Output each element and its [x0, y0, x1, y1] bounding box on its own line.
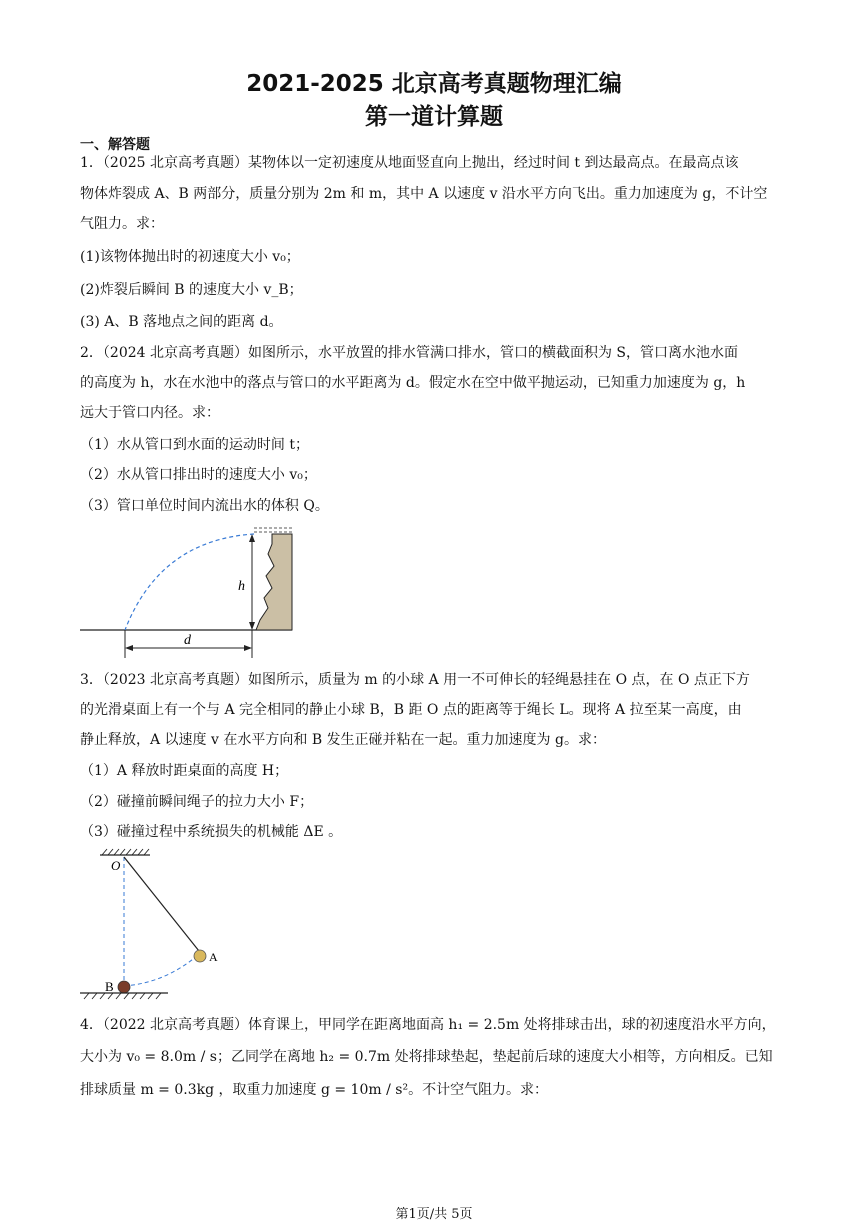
q2-line-3: 远大于管口内径。求： [80, 405, 220, 421]
q1-sub-2: (2)炸裂后瞬间 B 的速度大小 v_B； [80, 282, 303, 298]
q3-sub-3: （3）碰撞过程中系统损失的机械能 ΔE 。 [80, 824, 343, 840]
h-arrow-up-icon [249, 534, 255, 542]
wall-shape [256, 534, 292, 630]
ball-a [194, 950, 206, 962]
q2-line-2: 的高度为 h，水在水池中的落点与管口的水平距离为 d。假定水在空中做平抛运动，已知重力加速度为 g，h [80, 375, 746, 391]
a-label: A [209, 950, 218, 964]
q1-sub-3: (3) A、B 落地点之间的距离 d。 [80, 314, 283, 330]
q3-sub-1: （1）A 释放时距桌面的高度 H； [80, 763, 289, 779]
page-subtitle: 第一道计算题 [365, 104, 503, 130]
q3-line-2: 的光滑桌面上有一个与 A 完全相同的静止小球 B，B 距 O 点的距离等于绳长 L。现将 A 拉至某一高度，由 [80, 702, 742, 718]
section-heading: 一、解答题 [80, 137, 150, 153]
swing-arc [124, 955, 198, 986]
q2-drainpipe-figure [80, 520, 300, 660]
q1-line-1: 1．（2025 北京高考真题）某物体以一定初速度从地面竖直向上抛出，经过时间 t 到达最高点。在最高点该 [80, 155, 739, 171]
q2-sub-1: （1）水从管口到水面的运动时间 t； [80, 437, 309, 453]
q2-line-1: 2．（2024 北京高考真题）如图所示，水平放置的排水管满口排水，管口的横截面积为 S，管口离水池水面 [80, 345, 739, 361]
page-footer: 第1页/共 5页 [395, 1207, 473, 1222]
d-arrow-left-icon [125, 645, 133, 651]
ball-b [118, 981, 130, 993]
o-label: O [111, 858, 121, 873]
q3-line-1: 3．（2023 北京高考真题）如图所示，质量为 m 的小球 A 用一不可伸长的轻绳悬挂在 O 点，在 O 点正下方 [80, 672, 750, 688]
q3-sub-2: （2）碰撞前瞬间绳子的拉力大小 F； [80, 794, 314, 810]
rope-line [124, 857, 199, 951]
q3-pendulum-figure [80, 845, 240, 1000]
d-label: d [184, 633, 191, 648]
q2-sub-2: （2）水从管口排出时的速度大小 v₀； [80, 467, 317, 483]
table-hatch [84, 993, 161, 999]
b-label: B [105, 979, 114, 994]
q4-line-1: 4．（2022 北京高考真题）体育课上，甲同学在距离地面高 h₁ = 2.5m 处将排球击出，球的初速度沿水平方向， [80, 1017, 776, 1033]
q4-line-2: 大小为 v₀ = 8.0m / s；乙同学在离地 h₂ = 0.7m 处将排球垫起，垫起前后球的速度大小相等，方向相反。已知 [80, 1049, 773, 1065]
water-trajectory [125, 534, 254, 630]
h-label: h [238, 579, 245, 594]
q3-line-3: 静止释放，A 以速度 v 在水平方向和 B 发生正碰并粘在一起。重力加速度为 g。求： [80, 732, 606, 748]
q2-sub-3: （3）管口单位时间内流出水的体积 Q。 [80, 498, 329, 514]
q1-sub-1: (1)该物体抛出时的初速度大小 v₀； [80, 249, 300, 265]
ceiling-hatch [102, 849, 149, 855]
q1-line-2: 物体炸裂成 A、B 两部分，质量分别为 2m 和 m，其中 A 以速度 v 沿水平方向飞出。重力加速度为 g，不计空 [80, 186, 768, 202]
d-arrow-right-icon [244, 645, 252, 651]
page-title: 2021-2025 北京高考真题物理汇编 [246, 71, 622, 97]
q4-line-3: 排球质量 m = 0.3kg ，取重力加速度 g = 10m / s²。不计空气阻力。求： [80, 1082, 549, 1098]
q1-line-3: 气阻力。求： [80, 216, 164, 232]
h-arrow-down-icon [249, 622, 255, 630]
